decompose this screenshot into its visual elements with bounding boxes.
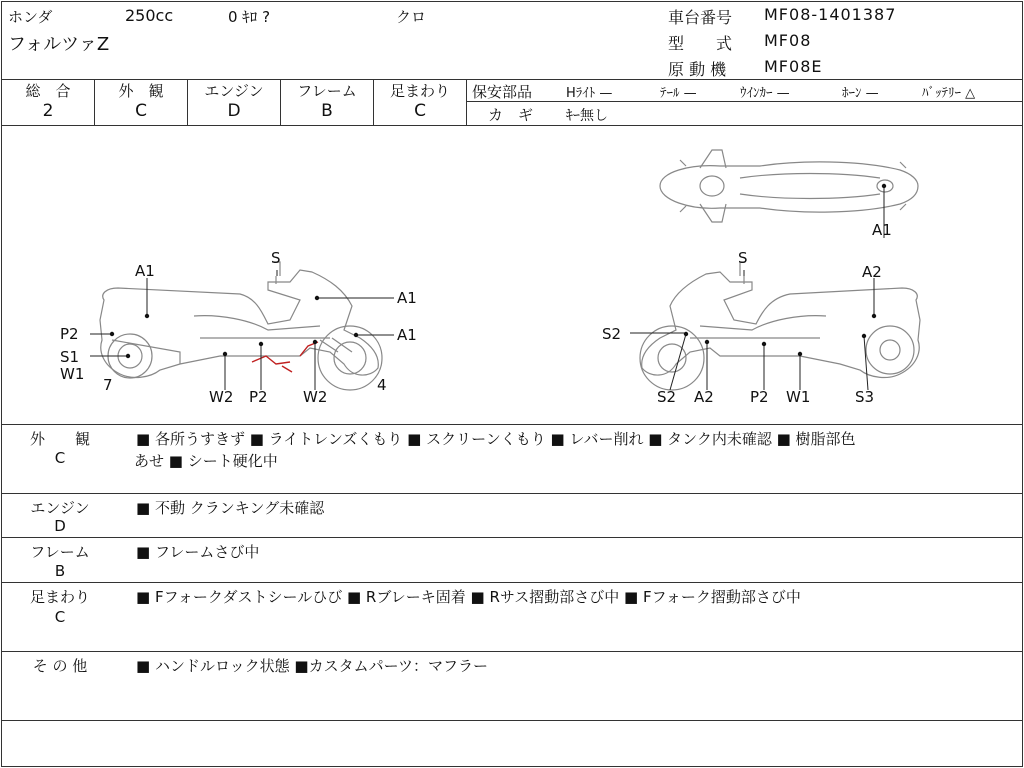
grade-engine-label: エンジン: [204, 82, 264, 100]
note-engine-title: エンジン: [30, 499, 90, 517]
label-left-s: S: [271, 249, 281, 267]
left-side-scooter: [100, 262, 382, 390]
label-left-w1: W1: [60, 365, 85, 383]
label-right-a2-b: A2: [694, 388, 714, 406]
grade-suspension-value: C: [414, 101, 426, 121]
safety-winker: ｳｲﾝｶｰ —: [740, 86, 790, 101]
key-label: カ ギ: [488, 106, 534, 124]
safety-label: 保安部品: [472, 83, 533, 101]
label-left-w2-b: W2: [303, 388, 328, 406]
model-code: MF08: [764, 31, 812, 50]
note-frame-text: ■ フレームさび中: [136, 543, 260, 561]
label-right-w1: W1: [786, 388, 811, 406]
grade-frame-value: B: [321, 101, 333, 121]
safety-horn: ﾎｰﾝ —: [842, 86, 879, 101]
displacement: 250cc: [125, 6, 174, 25]
note-suspension-title: 足まわり: [29, 588, 90, 606]
note-suspension-text: ■ Fフォークダストシールひび ■ Rブレーキ固着 ■ Rサス摺動部さび中 ■ Fフォーク摺動部さび中: [136, 588, 801, 606]
right-side-scooter: [640, 262, 920, 390]
damage-diagram: [0, 126, 1024, 424]
label-right-p2: P2: [750, 388, 769, 406]
note-frame-title: フレーム: [30, 543, 90, 561]
damage-marks: [252, 342, 318, 372]
color: クロ: [396, 8, 427, 26]
label-right-s2-b: S2: [657, 388, 677, 406]
frame-no-label: 車台番号: [668, 8, 733, 27]
note-engine-text: ■ 不動 クランキング未確認: [136, 499, 325, 517]
key-value: ｷｰ無し: [566, 108, 608, 124]
callout-dots: [110, 184, 886, 358]
grade-overall-value: 2: [42, 101, 54, 121]
note-exterior-text: ■ 各所うすきず ■ ライトレンズくもり ■ スクリーンくもり ■ レバー削れ ■ タンク内未確認 ■ 樹脂部色: [136, 430, 856, 448]
label-left-w2-a: W2: [209, 388, 234, 406]
model-name: フォルツァZ: [8, 34, 110, 55]
note-other-title: そ の 他: [32, 657, 88, 675]
label-left-7: 7: [103, 376, 113, 394]
label-right-s: S: [738, 249, 748, 267]
engine-label: 原 動 機: [668, 60, 727, 79]
note-exterior-grade: C: [54, 449, 66, 467]
grade-suspension-label: 足まわり: [389, 82, 450, 100]
label-left-a1-seat: A1: [135, 262, 155, 280]
note-other-text: ■ ハンドルロック状態 ■カスタムパーツ：マフラー: [136, 657, 488, 675]
diagram-labels: [60, 221, 892, 406]
label-left-a1-front: A1: [397, 326, 417, 344]
label-right-a2: A2: [862, 263, 882, 281]
safety-battery: ﾊﾞｯﾃﾘｰ △: [922, 86, 976, 101]
model-label: 型 式: [668, 34, 733, 53]
label-left-4: 4: [377, 376, 387, 394]
frame-no: MF08-1401387: [764, 5, 897, 24]
maker: ホンダ: [8, 8, 53, 26]
label-left-a1-cowl: A1: [397, 289, 417, 307]
note-exterior-text2: あせ ■ シート硬化中: [134, 452, 278, 470]
safety-tail: ﾃｰﾙ —: [660, 86, 697, 101]
grade-overall-label: 総 合: [25, 82, 71, 100]
label-left-s1: S1: [60, 348, 80, 366]
label-right-s2-a: S2: [602, 325, 622, 343]
note-exterior-title: 外 観: [29, 430, 90, 448]
grade-exterior-label: 外 観: [118, 82, 164, 100]
engine-code: MF08E: [764, 57, 823, 76]
callout-lines: [90, 186, 884, 390]
label-left-p2-b: P2: [249, 388, 268, 406]
label-right-s3: S3: [855, 388, 875, 406]
note-frame-grade: B: [54, 562, 66, 580]
label-left-p2: P2: [60, 325, 79, 343]
top-view-scooter: [660, 150, 918, 222]
grade-exterior-value: C: [135, 101, 147, 121]
mileage: 0 ｷﾛ ?: [228, 8, 271, 26]
safety-headlight: Hﾗｲﾄ —: [566, 86, 613, 101]
note-suspension-grade: C: [54, 608, 66, 626]
grade-engine-value: D: [227, 101, 241, 121]
grade-frame-label: フレーム: [297, 82, 357, 100]
label-top-a1: A1: [872, 221, 892, 239]
note-engine-grade: D: [54, 517, 66, 535]
